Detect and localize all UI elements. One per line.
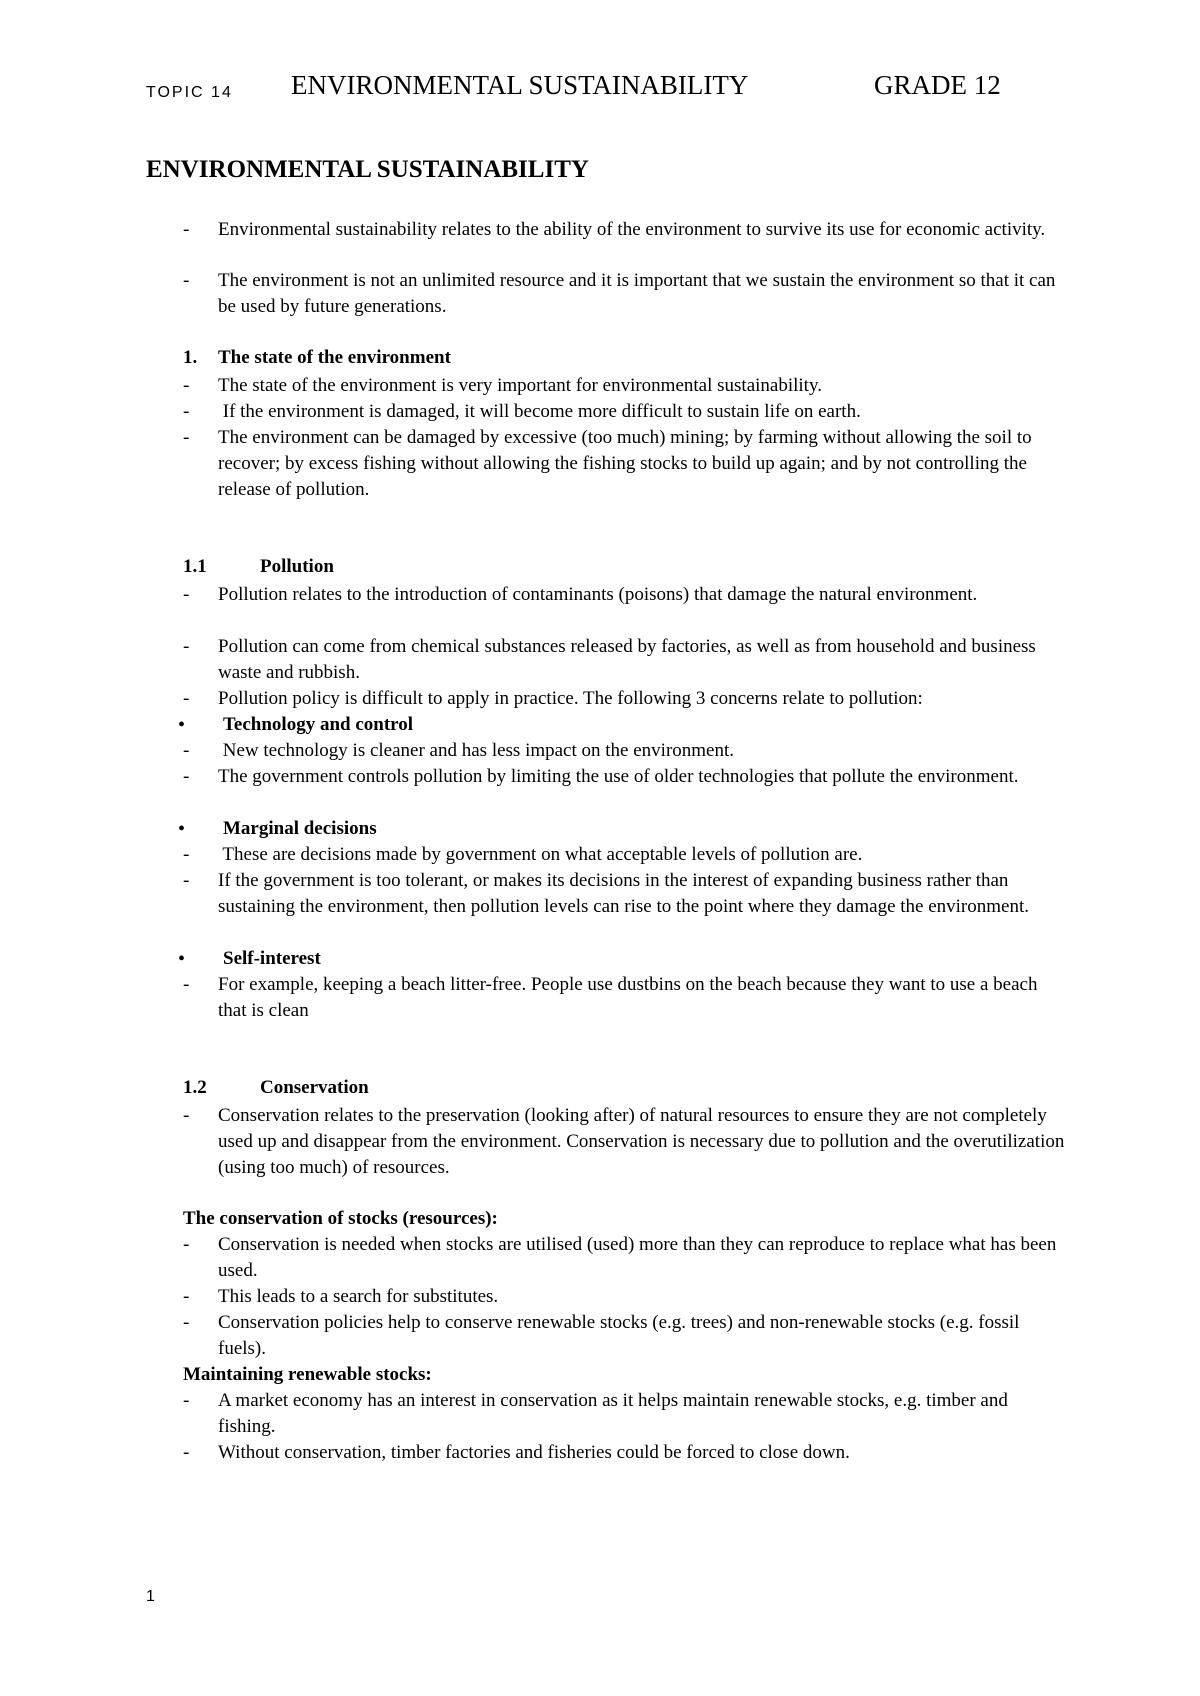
dash-marker: - bbox=[183, 427, 190, 448]
list-item-text: The environment can be damaged by excessive (too much) mining; by farming without allowing the soil to recover; by excess fishing without allowing the fishing stocks to build up again; and by not controlling the release of pollution. bbox=[218, 427, 1032, 500]
list-item-text: Pollution can come from chemical substances released by factories, as well as from household and business waste and rubbish. bbox=[218, 636, 1036, 683]
dash-marker: - bbox=[183, 1442, 190, 1463]
section-title: The state of the environment bbox=[218, 347, 451, 368]
dash-marker: - bbox=[183, 219, 190, 240]
dash-marker: - bbox=[183, 1390, 190, 1411]
dash-marker: - bbox=[183, 1286, 190, 1307]
subsection-number: 1.1 bbox=[183, 556, 207, 577]
subsection-title: Pollution bbox=[260, 556, 334, 577]
dash-marker: - bbox=[183, 688, 190, 709]
dash-marker: - bbox=[183, 740, 190, 761]
header-title: ENVIRONMENTAL SUSTAINABILITY bbox=[291, 70, 749, 100]
dash-marker: - bbox=[183, 974, 190, 995]
page-header bbox=[146, 70, 1046, 110]
subheading-text: The conservation of stocks (resources): bbox=[183, 1208, 498, 1229]
header-grade: GRADE 12 bbox=[874, 70, 1001, 100]
dash-marker: - bbox=[183, 401, 190, 422]
dash-marker: - bbox=[183, 1234, 190, 1255]
bullet-marker: • bbox=[178, 714, 186, 736]
bullet-heading-text: Marginal decisions bbox=[223, 818, 377, 839]
dash-marker: - bbox=[183, 1312, 190, 1333]
subsection-number: 1.2 bbox=[183, 1077, 207, 1098]
bullet-marker: • bbox=[178, 948, 186, 970]
list-item-text: For example, keeping a beach litter-free. People use dustbins on the beach because they want to use a beach that is clean bbox=[218, 974, 1038, 1021]
list-item-text: If the environment is damaged, it will become more difficult to sustain life on earth. bbox=[218, 401, 861, 422]
bullet-heading-text: Self-interest bbox=[223, 948, 321, 969]
dash-marker: - bbox=[183, 270, 190, 291]
header-topic: TOPIC 14 bbox=[146, 84, 233, 101]
list-item-text: A market economy has an interest in conservation as it helps maintain renewable stocks, e.g. timber and fishing. bbox=[218, 1390, 1008, 1437]
dash-marker: - bbox=[183, 870, 190, 891]
subsection-title: Conservation bbox=[260, 1077, 369, 1098]
list-item-text: New technology is cleaner and has less impact on the environment. bbox=[218, 740, 735, 761]
dash-marker: - bbox=[183, 766, 190, 787]
bullet-marker: • bbox=[178, 818, 186, 840]
dash-marker: - bbox=[183, 844, 190, 865]
list-item-text: This leads to a search for substitutes. bbox=[218, 1286, 499, 1307]
list-item-text: The state of the environment is very important for environmental sustainability. bbox=[218, 375, 822, 396]
list-item-text: Conservation is needed when stocks are utilised (used) more than they can reproduce to replace what has been used. bbox=[218, 1234, 1057, 1281]
list-item-text: Pollution relates to the introduction of contaminants (poisons) that damage the natural environment. bbox=[218, 584, 978, 605]
bullet-heading-text: Technology and control bbox=[223, 714, 414, 735]
list-item-text: Environmental sustainability relates to the ability of the environment to survive its use for economic activity. bbox=[218, 219, 1046, 240]
section-number: 1. bbox=[183, 347, 198, 368]
list-item-text: These are decisions made by government on what acceptable levels of pollution are. bbox=[218, 844, 863, 865]
list-item-text: Without conservation, timber factories and fisheries could be forced to close down. bbox=[218, 1442, 850, 1463]
list-item-text: Pollution policy is difficult to apply in practice. The following 3 concerns relate to pollution: bbox=[218, 688, 923, 709]
document-title: ENVIRONMENTAL SUSTAINABILITY bbox=[146, 156, 589, 183]
list-item-text: If the government is too tolerant, or makes its decisions in the interest of expanding business rather than sustaining the environment, then pollution levels can rise to the point where they damage the environment. bbox=[218, 870, 1029, 917]
dash-marker: - bbox=[183, 636, 190, 657]
dash-marker: - bbox=[183, 584, 190, 605]
subheading-text: Maintaining renewable stocks: bbox=[183, 1364, 432, 1385]
dash-marker: - bbox=[183, 1105, 190, 1126]
page-number: 1 bbox=[146, 1588, 155, 1605]
list-item-text: Conservation policies help to conserve renewable stocks (e.g. trees) and non-renewable stocks (e.g. fossil fuels). bbox=[218, 1312, 1020, 1359]
list-item-text: The government controls pollution by limiting the use of older technologies that pollute the environment. bbox=[218, 766, 1019, 787]
list-item-text: The environment is not an unlimited resource and it is important that we sustain the environment so that it can be used by future generations. bbox=[218, 270, 1056, 317]
dash-marker: - bbox=[183, 375, 190, 396]
list-item-text: Conservation relates to the preservation (looking after) of natural resources to ensure they are not completely used up and disappear from the environment. Conservation is necessary due to pollution and the overutilization (using too much) of resources. bbox=[218, 1105, 1065, 1178]
